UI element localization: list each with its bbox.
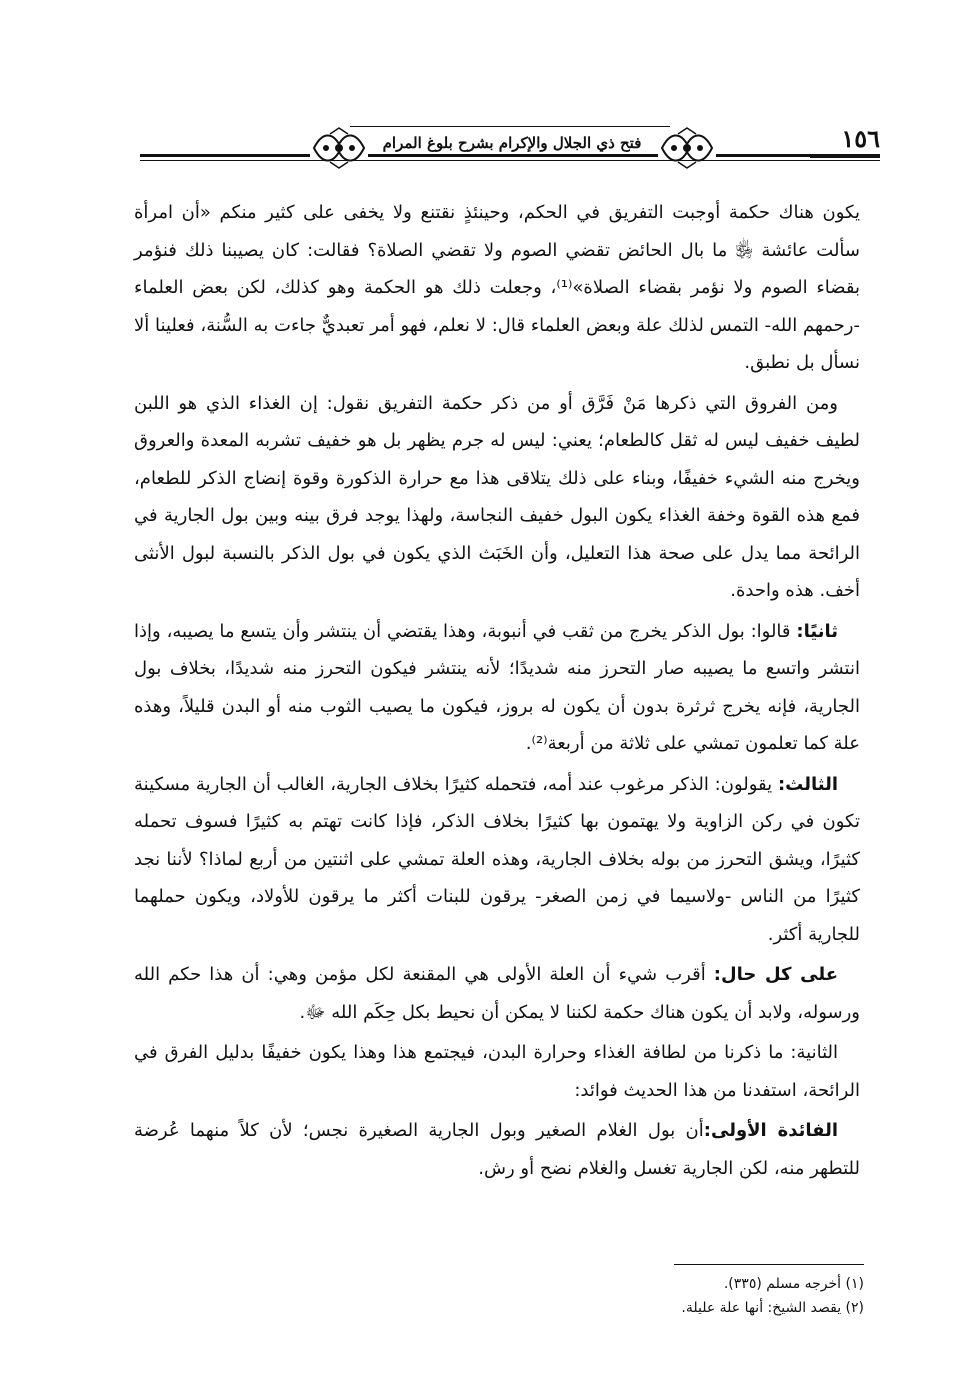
footnotes (464, 1272, 864, 1320)
paragraph-text: يقولون: الذكر مرغوب عند أمه، فتحمله كثيرًا بخلاف الجارية، الغالب أن الجارية مسكينة تكون في ركن الزاوية ولا يهتمون بها كثيرًا بخلاف الذكر، فإذا كانت تهتم به كثيرًا فسوف تحمله كثيرًا، ويشق التحرز من بوله بخلاف الجارية، وهذه العلة تمشي على اثنتين من أربع لماذا؟ لأننا نجد كثيرًا من الناس -ولاسيما في زمن الصغر- يرقون للبنات أكثر ما يرقون للأولاد، ويكون حملهما للجارية أكثر. (134, 773, 860, 945)
paragraph-lead: على كل حال: (713, 964, 838, 985)
paragraph (134, 385, 860, 610)
footnote: (٢) يقصد الشيخ: أنها علة عليلة. (681, 1300, 864, 1316)
page-number-rule (810, 156, 880, 158)
paragraph (134, 1034, 860, 1109)
paragraph-text: الثانية: ما ذكرنا من لطافة الغذاء وحرارة البدن، فيجتمع هذا وهذا يكون خفيفًا بدليل الفرق في الرائحة، استفدنا من هذا الحديث فوائد: (134, 1042, 860, 1101)
paragraph-lead: الفائدة الأولى: (703, 1120, 838, 1141)
paragraph (134, 956, 860, 1031)
paragraph-text: أن بول الغلام الصغير وبول الجارية الصغيرة نجس؛ لأن كلاً منهما عُرضة للتطهر منه، لكن الجارية تغسل والغلام نضح أو رش. (134, 1120, 860, 1179)
footnote-separator (674, 1264, 864, 1265)
paragraph (134, 194, 860, 382)
paragraph (134, 1112, 860, 1187)
header-top-rule (350, 126, 670, 127)
page-header (140, 118, 880, 178)
header-rule-thick (140, 154, 880, 157)
ornament-right-icon (658, 126, 716, 170)
body-text (134, 194, 860, 1190)
paragraph-lead: ثانيًا: (796, 620, 838, 642)
paragraph-text: ومن الفروق التي ذكرها مَنْ فَرَّق أو من ذكر حكمة التفريق نقول: إن الغذاء الذي هو اللبن لطيف خفيف ليس له ثقل كالطعام؛ يعني: ليس له جرم يظهر بل هو خفيف تشربه المعدة والعروق ويخرج منه الشيء خفيفًا، وبناء على ذلك يتلاقى هذا مع حرارة الذكورة وقوة إنضاج الذكر للطعام، فمع هذه القوة وخفة الغذاء يكون البول خفيف النجاسة، ولهذا يوجد فرق بينه وبين بول الجارية في الرائحة مما يدل على صحة هذا التعليل، وأن الخَبَث الذي يكون في بول الذكر بالنسبة لبول الأنثى أخف. هذه واحدة. (134, 392, 860, 601)
footnote: (١) أخرجه مسلم (٣٣٥). (723, 1276, 864, 1292)
ornament-left-icon (310, 126, 368, 170)
running-title: فتح ذي الجلال والإكرام بشرح بلوغ المرام (372, 134, 652, 152)
paragraph (134, 613, 860, 763)
paragraph-lead: الثالث: (777, 773, 838, 795)
paragraph-text: يكون هناك حكمة أوجبت التفريق في الحكم، وحينئذٍ نقتنع ولا يخفى على كثير منكم «أن امرأة سألت عائشة ﵂ ما بال الحائض تقضي الصوم ولا تقضي الصلاة؟ فقالت: كان يصيبنا ذلك فنؤمر بقضاء الصوم ولا نؤمر بقضاء الصلاة»⁽¹⁾، وجعلت ذلك هو الحكمة وهو كذلك، لكن بعض العلماء -رحمهم الله- التمس لذلك علة وبعض العلماء قال: لا نعلم، فهو أمر تعبديٌّ جاءت به السُّنة، فعلينا ألا نسأل بل نطبق. (134, 202, 860, 373)
paragraph (134, 766, 860, 954)
page-number: ١٥٦ (841, 124, 880, 153)
paragraph-text: أقرب شيء أن العلة الأولى هي المقنعة لكل مؤمن وهي: أن هذا حكم الله ورسوله، ولابد أن يكون هناك حكمة لكننا لا يمكن أن نحيط بكل حِكَم الله ﷻ. (134, 964, 860, 1023)
header-rule-thin (140, 160, 880, 161)
paragraph-text: قالوا: بول الذكر يخرج من ثقب في أنبوبة، وهذا يقتضي أن ينتشر وأن يتسع ما يصيبه، وإذا انتشر واتسع ما يصيبه صار التحرز منه شديدًا؛ لأنه ينتشر فيكون التحرز منه شديدًا، بخلاف بول الجارية، فإنه يخرج ثرثرة بدون أن يكون له بروز، فيكون ما يصيب الثوب منه أو البدن قليلاً، وهذه علة كما تعلمون تمشي على ثلاثة من أربعة⁽²⁾. (134, 620, 860, 754)
